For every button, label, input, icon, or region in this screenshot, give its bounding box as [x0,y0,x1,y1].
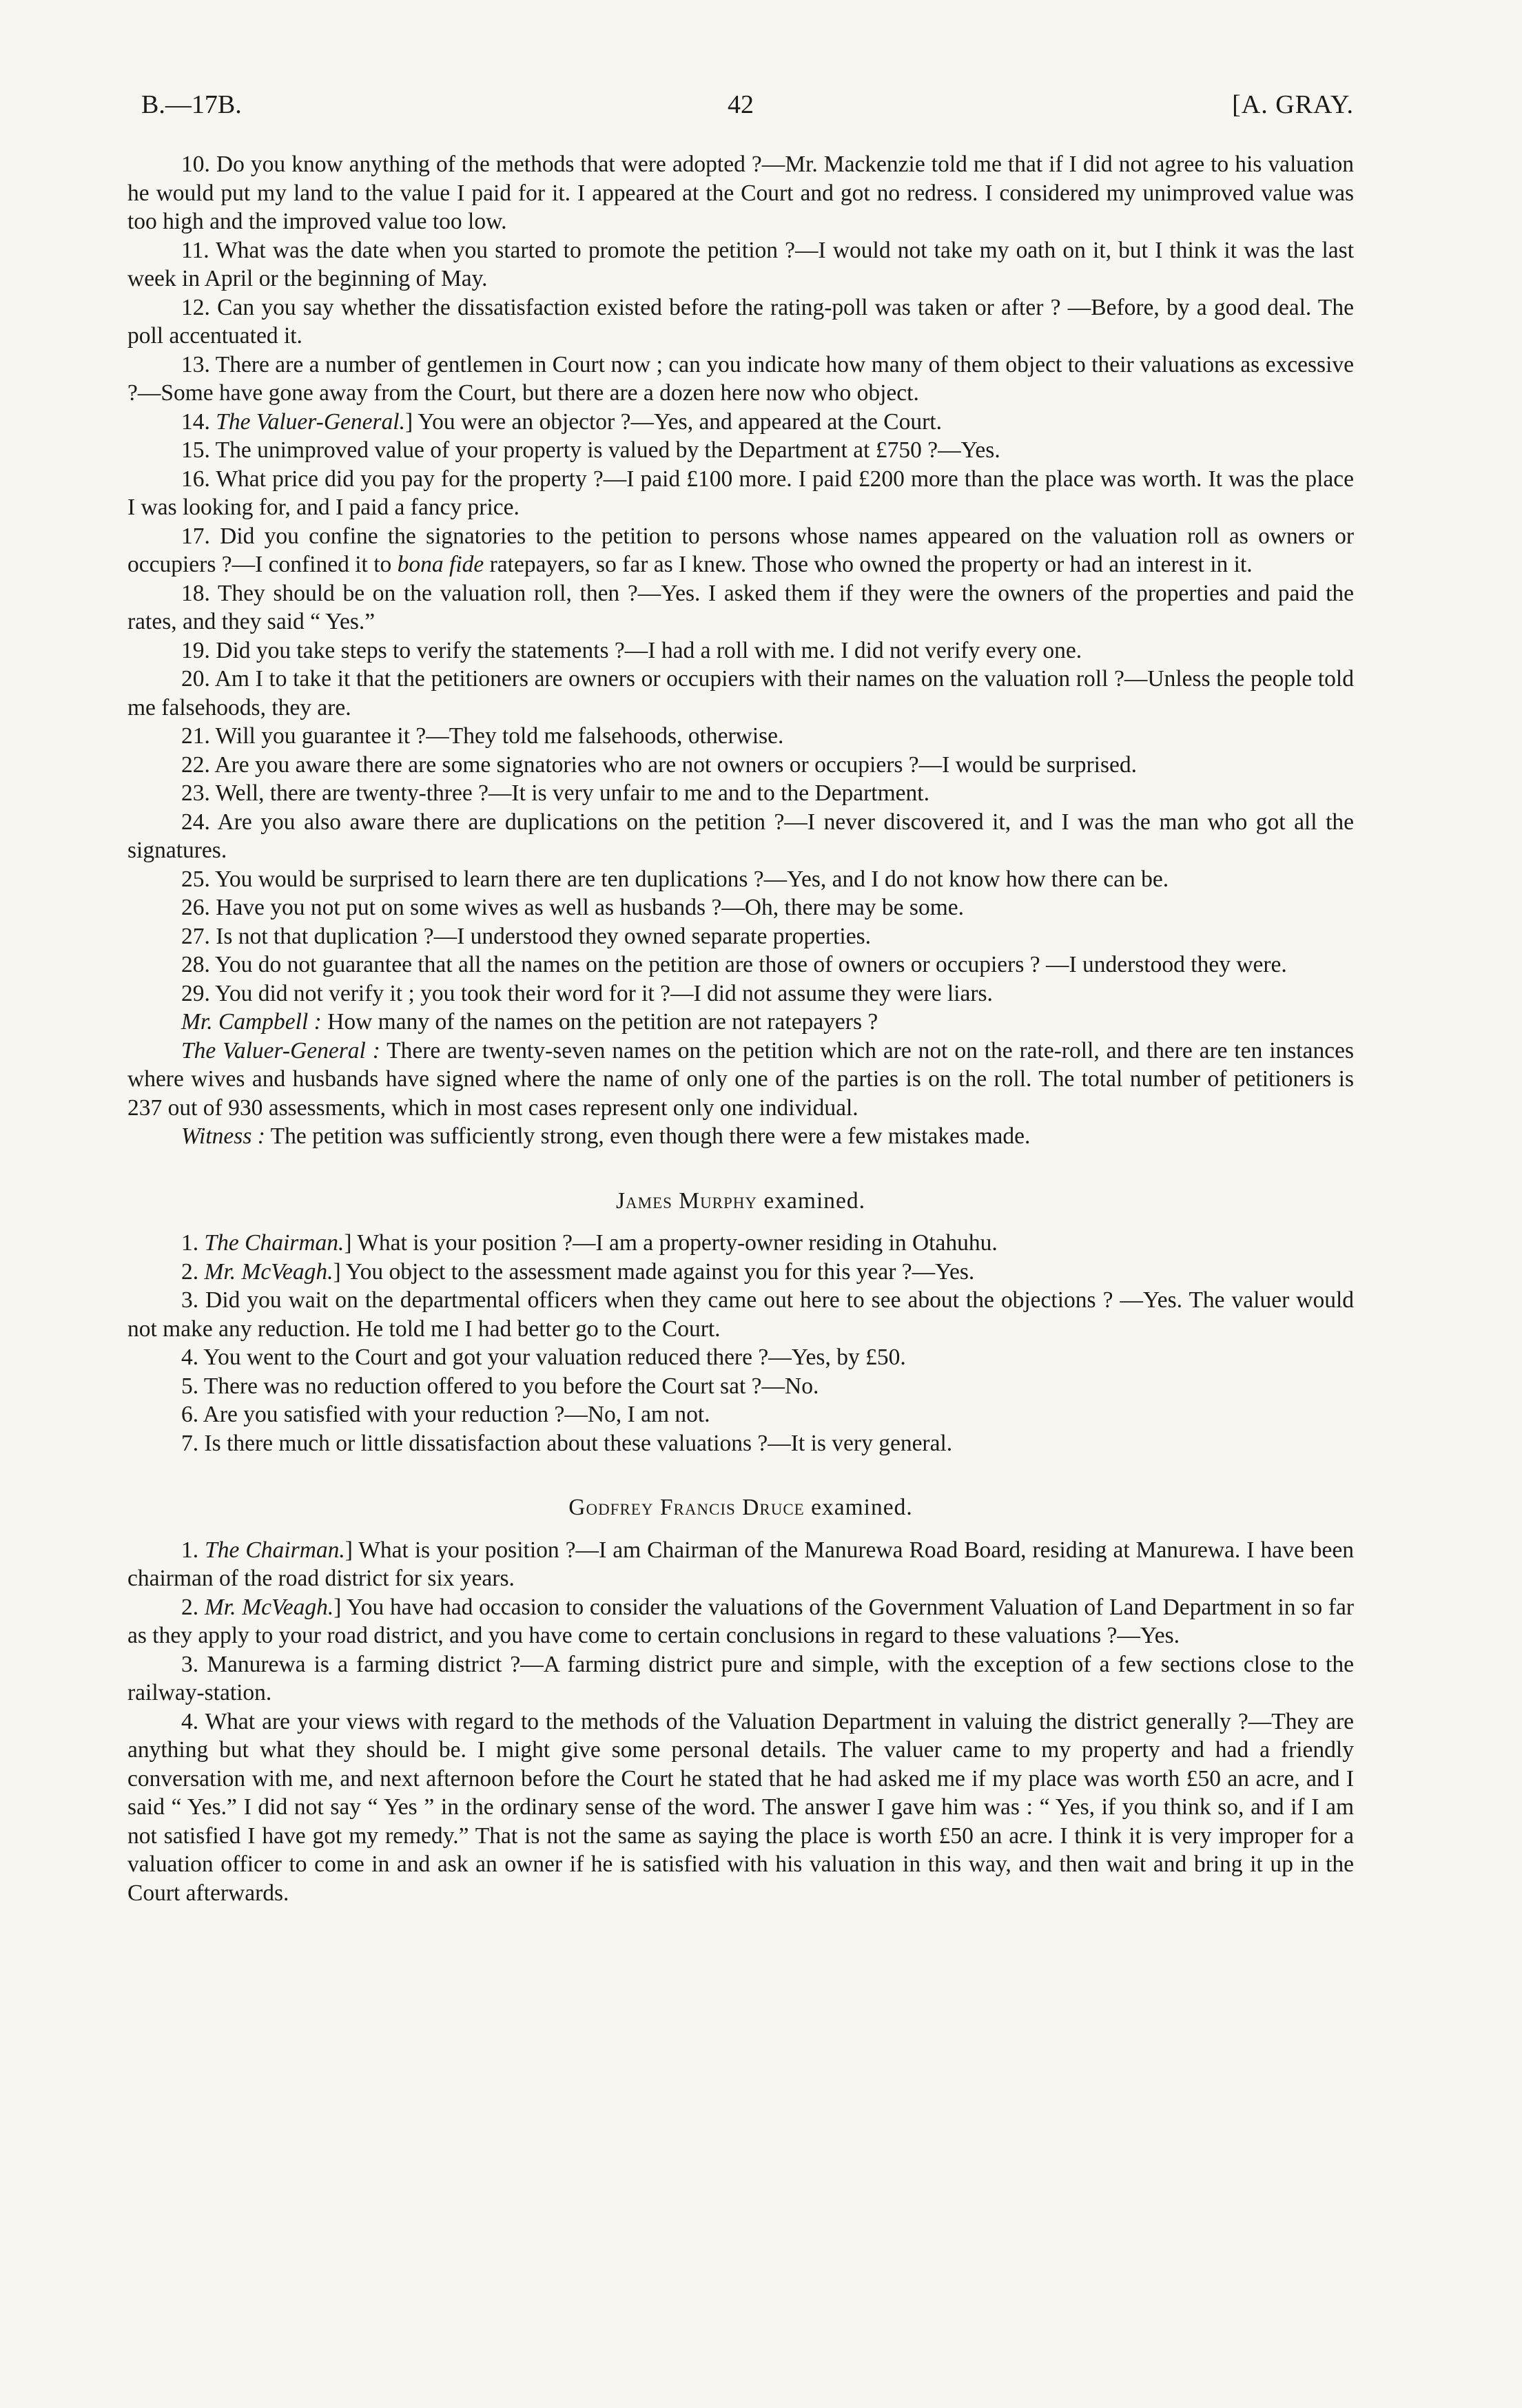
question-4: 4. You went to the Court and got your valuation reduced there ?—Yes, by £50. [181,1345,906,1370]
question-27: 27. Is not that duplication ?—I understood they owned separate properties. [181,923,872,949]
statement-text: The petition was sufficiently strong, even though there were a few mistakes made. [265,1123,1031,1149]
statement-text: How many of the names on the petition are not ratepayers ? [321,1009,878,1035]
question-number: 1. [181,1230,205,1256]
statement-text: There are twenty-seven names on the petition which are not on the rate-roll, and there are ten instances where wives and husbands have signed where the name of only one of the parties is on the roll. The total number of petitioners is 237 out of 930 assessments, which in most cases represent only one individual. [127,1037,1354,1121]
question-19: 19. Did you take steps to verify the statements ?—I had a roll with me. I did not verify every one. [181,637,1082,663]
page-number: 42 [728,90,754,119]
question-text: ] You have had occasion to consider the valuations of the Government Valuation of Land Department in so far as they apply to your road district, and you have come to certain conclusions in regard to these valuations ?—Yes. [127,1594,1355,1648]
question-number: 14. [181,408,216,435]
question-text: ] You object to the assessment made against you for this year ?—Yes. [333,1258,975,1285]
statement-valuer-general [127,1037,1354,1123]
question-28: 28. You do not guarantee that all the names on the petition are those of owners or occupiers ? —I understood they were. [181,952,1287,977]
question-2 [127,1593,1354,1650]
question-6: 6. Are you satisfied with your reduction ?—No, I am not. [181,1402,710,1427]
question-7: 7. Is there much or little dissatisfaction about these valuations ?—It is very general. [181,1430,953,1456]
question-3: 3. Manurewa is a farming district ?—A farming district pure and simple, with the exception of a few sections close to the railway-station. [127,1651,1354,1705]
question-24: 24. Are you also aware there are duplications on the petition ?—I never discovered it, and I was the man who got all the signatures. [127,809,1354,863]
question-23: 23. Well, there are twenty-three ?—It is very unfair to me and to the Department. [181,780,929,806]
question-17 [127,522,1354,579]
question-20: 20. Am I to take it that the petitioners are owners or occupiers with their names on the valuation roll ?—Unless the people told me falsehoods, they are. [127,666,1354,720]
question-15: 15. The unimproved value of your property is valued by the Department at £750 ?—Yes. [181,437,1000,463]
question-text: ratepayers, so far as I knew. Those who owned the property or had an interest in it. [484,552,1253,577]
statement-campbell [127,1008,1354,1037]
speaker: The Chairman. [205,1537,345,1563]
document-page [127,90,1354,1907]
speaker: Mr. McVeagh. [204,1594,334,1620]
question-5: 5. There was no reduction offered to you before the Court sat ?—No. [181,1373,819,1399]
question-text: 17. Did you confine the signatories to the petition to persons whose names appeared on the valuation roll as owners or occupiers ?—I confined it to [127,523,1354,577]
question-21: 21. Will you guarantee it ?—They told me falsehoods, otherwise. [181,723,784,749]
speaker: The Valuer-General. [216,408,405,435]
witness-reference: [A. GRAY. [1232,90,1354,119]
witness-name: James Murphy [615,1187,758,1214]
section-heading-druce [127,1493,1354,1522]
question-16: 16. What price did you pay for the property ?—I paid £100 more. I paid £200 more than the place was worth. It was the place I was looking for, and I paid a fancy price. [127,466,1354,520]
question-1 [127,1536,1354,1593]
witness-name: Godfrey Francis Druce [568,1495,805,1520]
heading-suffix: examined. [757,1187,866,1214]
question-1 [127,1229,1354,1258]
question-14 [127,408,1354,437]
question-number: 2. [181,1258,205,1285]
italic-phrase: bona fide [397,552,484,577]
document-reference: B.—17B. [141,90,242,119]
question-text: ] You were an objector ?—Yes, and appeared at the Court. [404,408,942,435]
question-4: 4. What are your views with regard to the methods of the Valuation Department in valuing the district generally ?—They are anything but what they should be. I might give some personal details. The valuer came to my property and had a friendly conversation with me, and next afternoon before the Court he stated that he had asked me if my place was worth £50 an acre, and I said “ Yes.” I did not say “ Yes ” in the ordinary sense of the word. The answer I gave him was : “ Yes, if you think so, and if I am not satisfied I have got my remedy.” That is not the same as saying the place is worth £50 an acre. I think it is very improper for a valuation officer to come in and ask an owner if he is satisfied with his valuation in this way, and then wait and bring it up in the Court afterwards. [127,1708,1354,1906]
question-11: 11. What was the date when you started to promote the petition ?—I would not take my oath on it, but I think it was the last week in April or the beginning of May. [127,237,1354,291]
speaker: Mr. Campbell : [181,1009,322,1035]
question-number: 2. [181,1594,205,1620]
speaker: The Valuer-General : [181,1037,380,1063]
speaker: The Chairman. [204,1230,344,1256]
question-29: 29. You did not verify it ; you took their word for it ?—I did not assume they were liars. [181,980,993,1006]
question-number: 1. [181,1537,205,1563]
statement-witness [127,1122,1354,1151]
heading-suffix: examined. [804,1495,913,1520]
section-heading-murphy [127,1187,1354,1216]
question-25: 25. You would be surprised to learn there are ten duplications ?—Yes, and I do not know how there can be. [181,866,1169,892]
speaker: Mr. McVeagh. [204,1258,333,1285]
question-2 [127,1258,1354,1287]
speaker: Witness : [181,1123,265,1149]
page-body [127,150,1354,1907]
question-22: 22. Are you aware there are some signatories who are not owners or occupiers ?—I would be surprised. [181,751,1138,778]
page-header [127,90,1354,131]
question-12: 12. Can you say whether the dissatisfaction existed before the rating-poll was taken or after ? —Before, by a good deal. The poll accentuated it. [127,294,1354,349]
question-10: 10. Do you know anything of the methods that were adopted ?—Mr. Mackenzie told me that if I did not agree to his valuation he would put my land to the value I paid for it. I appeared at the Court and got no redress. I considered my unimproved value was too high and the improved value too low. [127,152,1354,234]
question-13: 13. There are a number of gentlemen in Court now ; can you indicate how many of them object to their valuations as excessive ?—Some have gone away from the Court, but there are a dozen here now who object. [127,351,1354,406]
question-text: ] What is your position ?—I am a property-owner residing in Otahuhu. [344,1230,998,1256]
question-26: 26. Have you not put on some wives as well as husbands ?—Oh, there may be some. [181,895,964,920]
question-text: ] What is your position ?—I am Chairman of the Manurewa Road Board, residing at Manurewa. I have been chairman of the road district for six years. [127,1537,1354,1591]
question-3: 3. Did you wait on the departmental officers when they came out here to see about the objections ? —Yes. The valuer would not make any reduction. He told me I had better go to the Court. [127,1287,1354,1342]
question-18: 18. They should be on the valuation roll, then ?—Yes. I asked them if they were the owners of the properties and paid the rates, and they said “ Yes.” [127,580,1354,634]
